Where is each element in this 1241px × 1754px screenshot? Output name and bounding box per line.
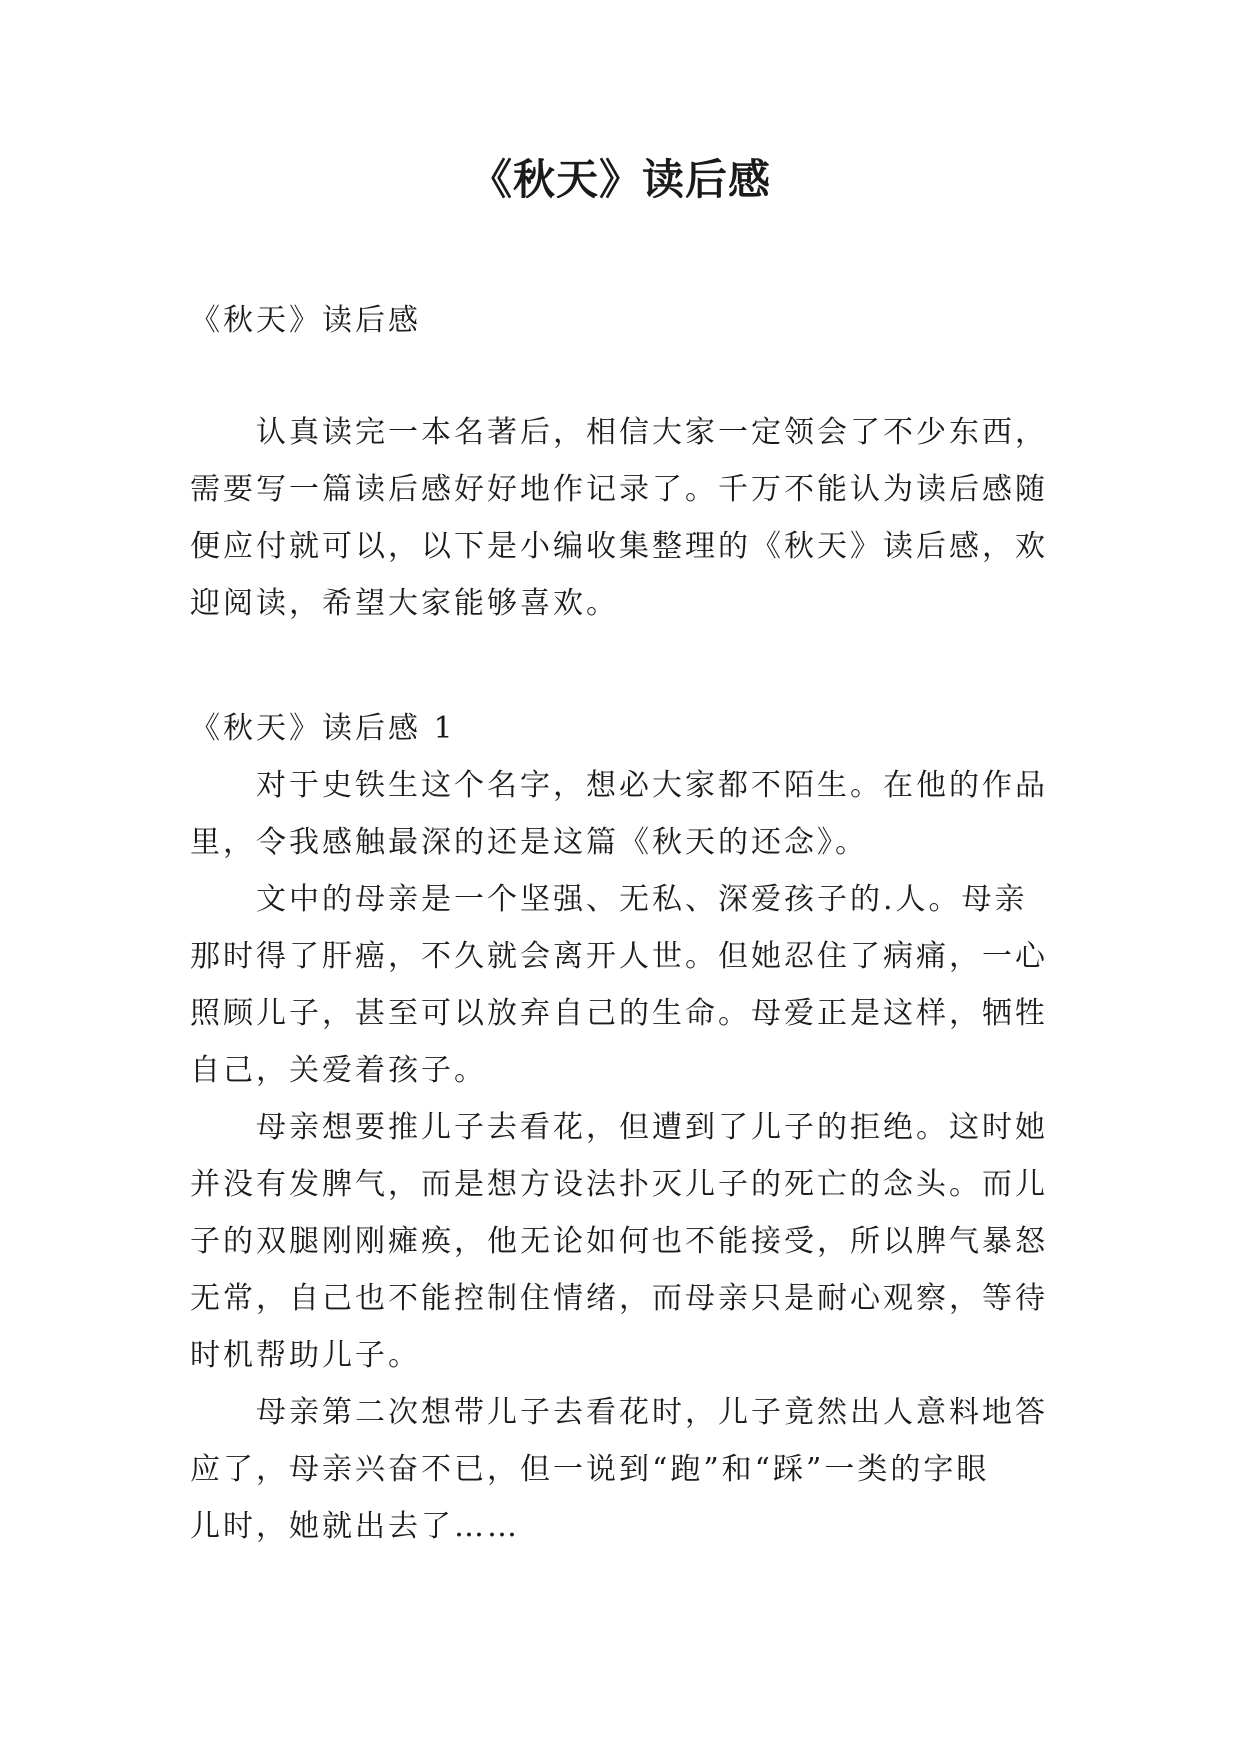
text-line: 时机帮助儿子。 (190, 1338, 421, 1373)
text-line: 便应付就可以，以下是小编收集整理的《秋天》读后感，欢 (190, 529, 1048, 564)
intro-paragraph (190, 404, 1070, 632)
text-line: 文中的母亲是一个坚强、无私、深爱孩子的.人。母亲 (256, 882, 1028, 917)
text-line: 迎阅读，希望大家能够喜欢。 (190, 586, 619, 621)
text-line: 里，令我感触最深的还是这篇《秋天的还念》。 (190, 825, 868, 860)
document-subtitle: 《秋天》读后感 (190, 303, 421, 338)
text-line: 子的双腿刚刚瘫痪，他无论如何也不能接受，所以脾气暴怒 (190, 1224, 1048, 1259)
text-line: 照顾儿子，甚至可以放弃自己的生命。母爱正是这样，牺牲 (190, 996, 1048, 1031)
text-line: 母亲第二次想带儿子去看花时，儿子竟然出人意料地答 (256, 1395, 1048, 1430)
text-line: 自己，关爱着孩子。 (190, 1053, 487, 1088)
text-line: 并没有发脾气，而是想方设法扑灭儿子的死亡的念头。而儿 (190, 1167, 1048, 1202)
text-line: 对于史铁生这个名字，想必大家都不陌生。在他的作品 (256, 768, 1048, 803)
text-line: 认真读完一本名著后，相信大家一定领会了不少东西， (256, 415, 1048, 450)
text-line: 应了，母亲兴奋不已，但一说到“跑”和“踩”一类的字眼 (190, 1452, 990, 1487)
section-body (190, 757, 1070, 1555)
text-line: 无常，自己也不能控制住情绪，而母亲只是耐心观察，等待 (190, 1281, 1048, 1316)
document-title: 《秋天》读后感 (469, 155, 771, 204)
text-line: 那时得了肝癌，不久就会离开人世。但她忍住了病痛，一心 (190, 939, 1048, 974)
text-line: 需要写一篇读后感好好地作记录了。千万不能认为读后感随 (190, 472, 1048, 507)
section-heading: 《秋天》读后感 1 (190, 711, 456, 746)
text-line: 儿时，她就出去了…… (190, 1509, 520, 1544)
text-line: 母亲想要推儿子去看花，但遭到了儿子的拒绝。这时她 (256, 1110, 1048, 1145)
